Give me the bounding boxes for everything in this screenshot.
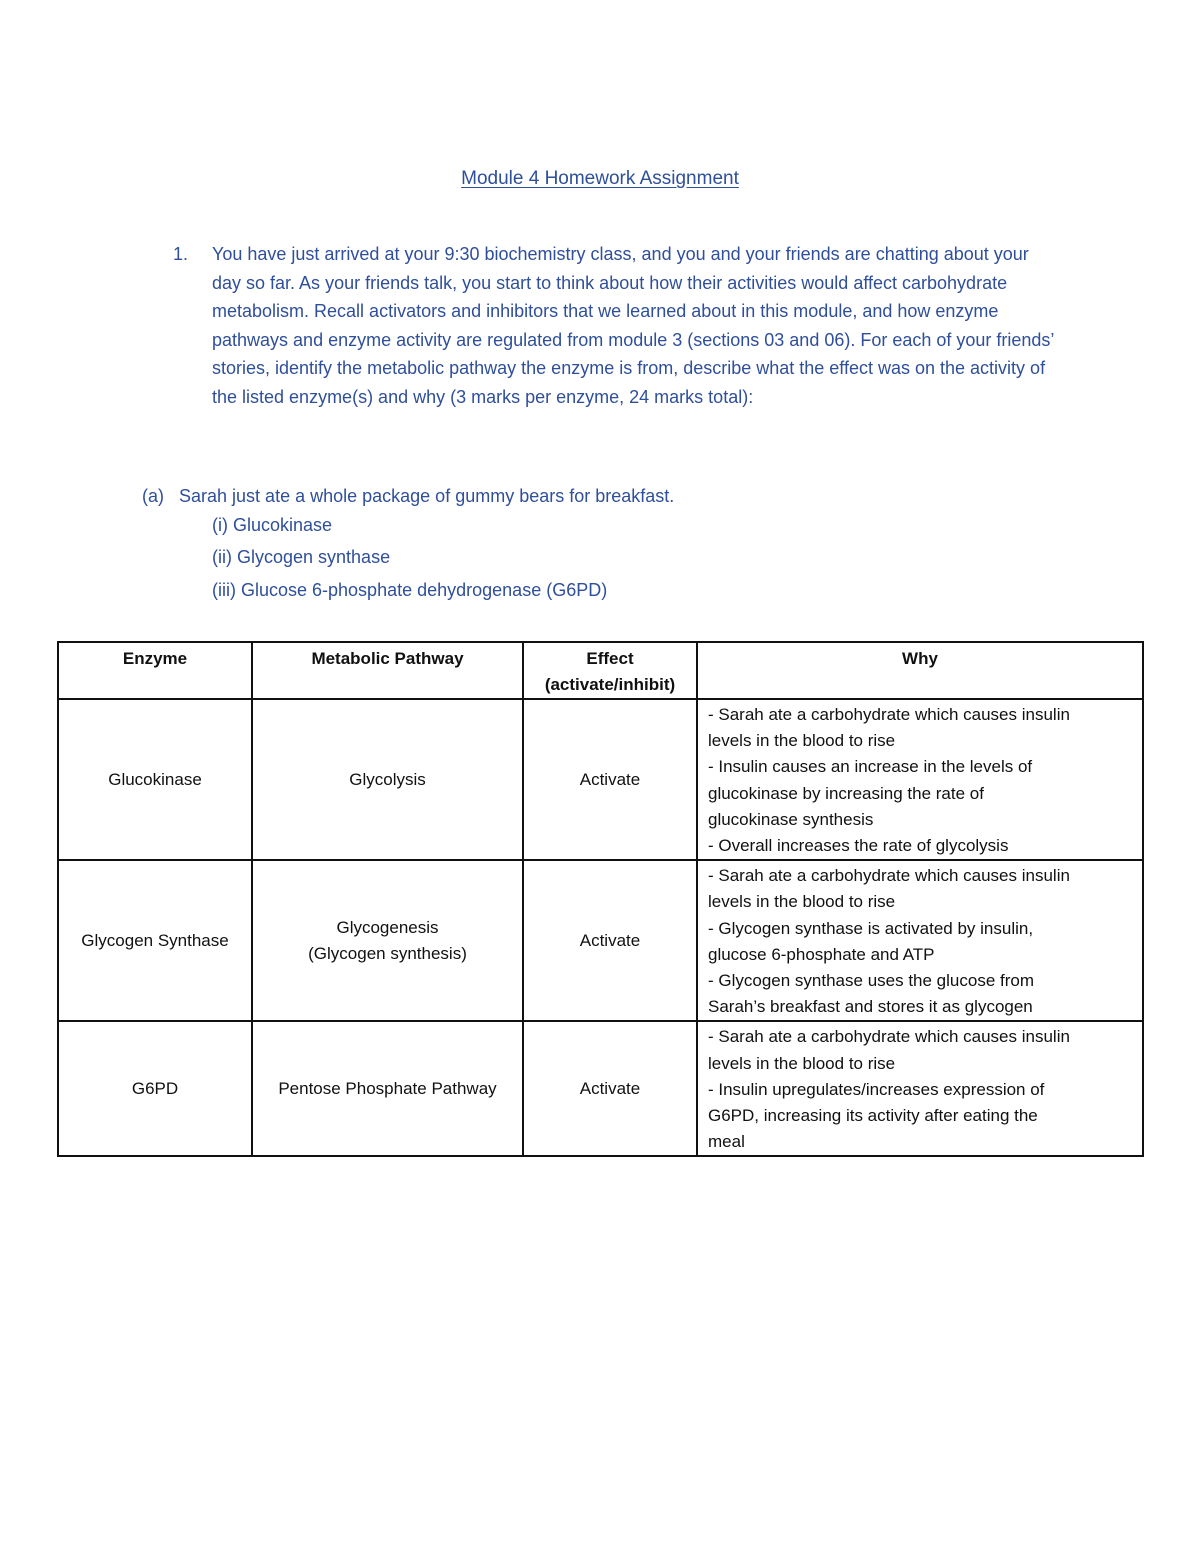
header-effect	[523, 642, 697, 699]
header-why: Why	[697, 642, 1143, 699]
table-row	[58, 699, 1143, 860]
answer-table	[57, 641, 1144, 1157]
cell-effect: Activate	[523, 860, 697, 1021]
part-a	[142, 482, 674, 510]
why-line: glucokinase synthesis	[708, 809, 874, 829]
why-line: - Overall increases the rate of glycolysis	[708, 836, 1009, 856]
why-line: glucokinase by increasing the rate of	[708, 783, 984, 803]
cell-pathway	[252, 1021, 523, 1156]
cell-enzyme: Glucokinase	[58, 699, 252, 860]
why-line: glucose 6-phosphate and ATP	[708, 944, 935, 964]
why-line: G6PD, increasing its activity after eating the	[708, 1106, 1038, 1126]
table-header-row	[58, 642, 1143, 699]
part-a-label: (a)	[142, 486, 164, 506]
why-line: - Sarah ate a carbohydrate which causes insulin	[708, 866, 1070, 886]
cell-why	[697, 699, 1143, 860]
cell-why	[697, 860, 1143, 1021]
question-1	[173, 240, 1073, 412]
part-a-item-ii: (ii) Glycogen synthase	[212, 547, 391, 567]
part-a-text: Sarah just ate a whole package of gummy bears for breakfast.	[179, 486, 675, 506]
part-a-item-i: (i) Glucokinase	[212, 515, 333, 535]
why-line: - Sarah ate a carbohydrate which causes insulin	[708, 1027, 1070, 1047]
cell-pathway-line2: (Glycogen synthesis)	[308, 943, 467, 963]
question-1-number: 1.	[173, 244, 189, 264]
cell-enzyme: G6PD	[58, 1021, 252, 1156]
page-title	[0, 168, 1200, 190]
cell-effect: Activate	[523, 1021, 697, 1156]
why-line: levels in the blood to rise	[708, 892, 896, 912]
why-line: Sarah’s breakfast and stores it as glycogen	[708, 997, 1033, 1017]
table-row	[58, 1021, 1143, 1156]
header-effect-line1: Effect	[586, 649, 634, 668]
cell-effect: Activate	[523, 699, 697, 860]
why-line: levels in the blood to rise	[708, 731, 896, 751]
header-effect-line2: (activate/inhibit)	[544, 675, 676, 694]
cell-pathway-line1: Pentose Phosphate Pathway	[278, 1078, 497, 1098]
page-title-text: Module 4 Homework Assignment	[461, 168, 739, 189]
question-1-text: You have just arrived at your 9:30 biochemistry class, and you and your friends are chatting about your day so far. As your friends talk, you start to think about how their activities would affect carbohydrate metabolism. Recall activators and inhibitors that we learned about in this module, and how enzyme pathways and enzyme activity are regulated from module 3 (sections 03 and 06). For each of your friends’ stories, identify the metabolic pathway the enzyme is from, describe what the effect was on the activity of the listed enzyme(s) and why (3 marks per enzyme, 24 marks total):	[212, 244, 1054, 407]
why-line: - Sarah ate a carbohydrate which causes insulin	[708, 705, 1070, 724]
header-pathway: Metabolic Pathway	[252, 642, 523, 699]
cell-pathway-line1: Glycolysis	[349, 769, 426, 789]
cell-enzyme: Glycogen Synthase	[58, 860, 252, 1021]
why-line: - Glycogen synthase uses the glucose from	[708, 971, 1034, 991]
why-line: - Insulin upregulates/increases expression of	[708, 1079, 1045, 1099]
cell-why	[697, 1021, 1143, 1156]
part-a-item-iii: (iii) Glucose 6-phosphate dehydrogenase (G6PD)	[212, 580, 608, 600]
why-line: - Insulin causes an increase in the levels of	[708, 757, 1033, 777]
cell-pathway-line1: Glycogenesis	[336, 917, 439, 937]
table-row	[58, 860, 1143, 1021]
cell-pathway	[252, 699, 523, 860]
cell-pathway	[252, 860, 523, 1021]
why-line: meal	[708, 1132, 745, 1152]
header-enzyme: Enzyme	[58, 642, 252, 699]
why-line: - Glycogen synthase is activated by insulin,	[708, 918, 1034, 938]
why-line: levels in the blood to rise	[708, 1053, 896, 1073]
